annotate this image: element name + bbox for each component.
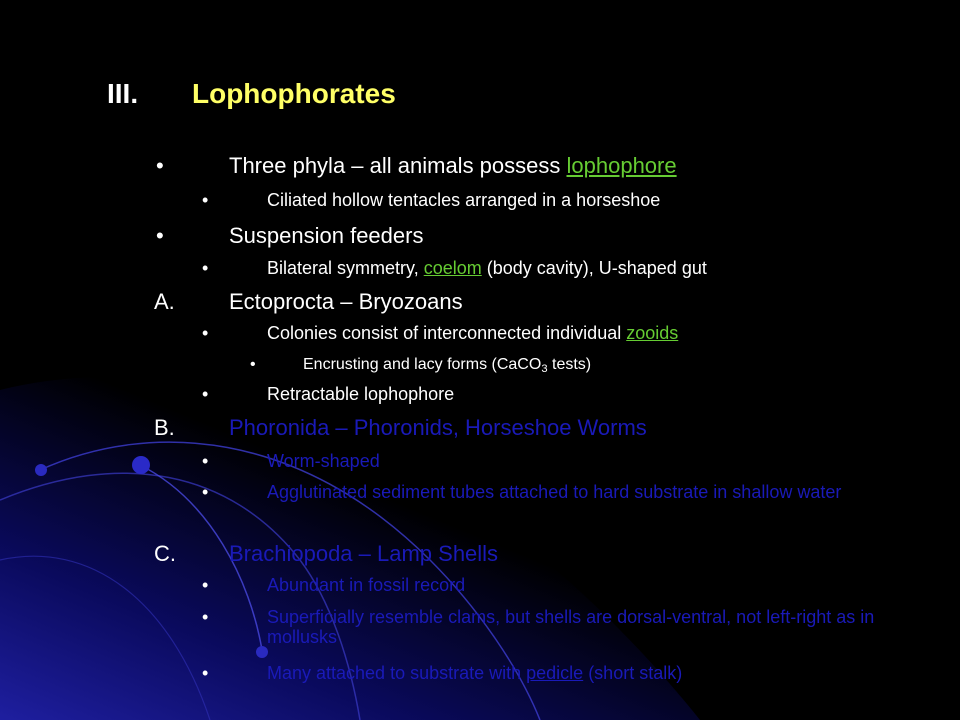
bullet-icon: • [202, 575, 209, 595]
bullet-ciliated-tentacles: Ciliated hollow tentacles arranged in a horseshoe [267, 190, 661, 210]
decor-dot [35, 464, 47, 476]
pedicle-link[interactable]: pedicle [526, 663, 584, 683]
section-letter-b: B. [154, 415, 175, 440]
bullet-resemble-clams: Superficially resemble clams, but shells are dorsal-ventral, not left-right as in mollusks [267, 607, 875, 647]
subscript-3: 3 [541, 363, 548, 375]
bullet-icon: • [202, 258, 209, 278]
bullet-retractable: Retractable lophophore [267, 384, 455, 404]
bullet-icon: • [202, 482, 209, 502]
lophophore-link[interactable]: lophophore [566, 153, 677, 178]
bullet-text: Encrusting and lacy forms (CaCO [303, 356, 542, 373]
section-letter-c: C. [154, 541, 176, 566]
decor-dot [132, 456, 150, 474]
section-ectoprocta: Ectoprocta – Bryozoans [229, 289, 463, 314]
decor-dot [256, 646, 268, 658]
title-numeral: III. [107, 78, 139, 109]
section-phoronida: Phoronida – Phoronids, Horseshoe Worms [229, 415, 647, 440]
bullet-text: (short stalk) [583, 663, 683, 683]
bullet-text: (body cavity), U-shaped gut [481, 258, 707, 278]
bullet-fossil-record: Abundant in fossil record [267, 575, 466, 595]
bullet-icon: • [250, 356, 256, 373]
bullet-icon: • [202, 190, 209, 210]
bullet-text: Bilateral symmetry, [267, 258, 424, 278]
bullet-bilateral-symmetry [267, 258, 707, 279]
bullet-pedicle [267, 663, 682, 684]
bullet-encrusting-forms [303, 356, 591, 374]
zooids-link[interactable]: zooids [626, 323, 679, 343]
bullet-colonies [267, 323, 678, 344]
section-brachiopoda: Brachiopoda – Lamp Shells [229, 541, 499, 566]
bullet-icon: • [202, 451, 209, 471]
bullet-text: tests) [547, 356, 592, 373]
bullet-icon: • [156, 223, 164, 248]
bullet-agglutinated: Agglutinated sediment tubes attached to hard substrate in shallow water [267, 482, 842, 502]
bullet-text: Colonies consist of interconnected individual [267, 323, 627, 343]
bullet-icon: • [202, 663, 209, 683]
section-letter-a: A. [154, 289, 175, 314]
bullet-worm-shaped: Worm-shaped [267, 451, 380, 471]
bullet-icon: • [156, 153, 164, 178]
coelom-link[interactable]: coelom [423, 258, 482, 278]
bullet-text: Three phyla – all animals possess [229, 153, 567, 178]
bullet-icon: • [202, 323, 209, 343]
bullet-icon: • [202, 607, 209, 627]
bullet-icon: • [202, 384, 209, 404]
bullet-three-phyla [229, 153, 677, 179]
page-title: Lophophorates [192, 78, 396, 109]
bullet-text: Many attached to substrate with [267, 663, 527, 683]
bullet-suspension-feeders: Suspension feeders [229, 223, 424, 248]
